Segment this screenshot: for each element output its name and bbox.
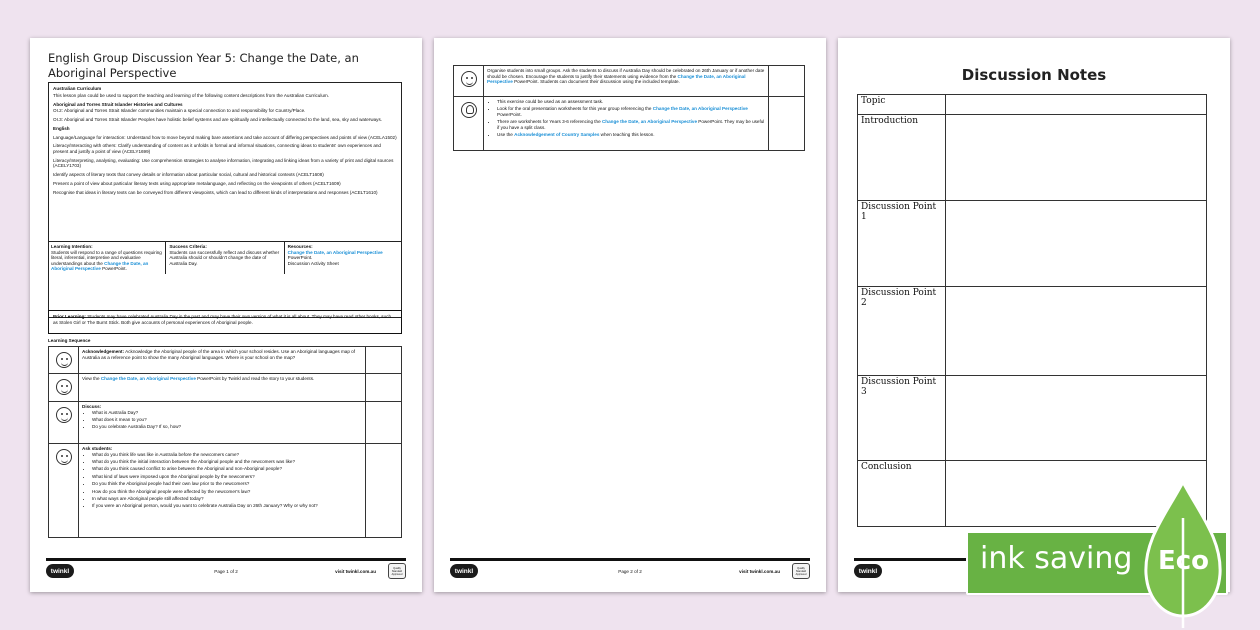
list-item [497, 119, 765, 130]
quality-badge-icon: Quality Standard Approved [792, 563, 810, 579]
page-number: Page 1 of 2 [214, 569, 238, 574]
curriculum-intro: This lesson plan could be used to support the teaching and learning of the following content descriptions from the Australian Curriculum. [53, 92, 330, 98]
discussion-notes-title: Discussion Notes [961, 66, 1107, 84]
curriculum-sub-heading: Aboriginal and Torres Strait Islander Histories and Cultures [53, 101, 183, 107]
notes-row-label: Topic [858, 95, 946, 115]
table-row [858, 376, 1207, 461]
tips-list [487, 99, 765, 138]
resources-tail: PowerPoint. [287, 255, 313, 261]
teacher-face-icon [56, 379, 72, 395]
lesson-plan-page-1 [30, 38, 422, 592]
lightbulb-icon [461, 102, 477, 118]
curriculum-e6: Recognise that ideas in literary texts can be conveyed from different viewpoints, which can lead to different kinds of interpretations and responses (ACELT1610) [53, 189, 378, 195]
tip-text: PowerPoint. [497, 111, 522, 117]
visit-link[interactable]: visit twinkl.com.au [739, 569, 780, 574]
list-item [497, 132, 765, 138]
list-item: • What kind of laws were imposed upon the Aboriginal people by the newcomers? [92, 474, 362, 480]
prior-learning-box [48, 310, 402, 334]
list-item: • Do you think the Aboriginal people had their own law prior to the newcomers? [92, 481, 362, 487]
resources-heading: Resources: [287, 244, 313, 249]
notes-row-label: Discussion Point 3 [858, 376, 946, 461]
discussion-notes-table [857, 94, 1207, 527]
curriculum-oi2: OI.2: Aboriginal and Torres Strait Islander communities maintain a special connection to and responsibility for Country/Place. [53, 108, 306, 114]
ink-saving-text: ink saving [980, 541, 1133, 576]
curriculum-e1: Language/Language for interaction: Understand how to move beyond making bare assertions and take account of differing perspectives and points of view (ACELA1502) [53, 134, 397, 140]
continued-sequence-table [453, 65, 805, 151]
notes-field[interactable] [946, 95, 1207, 115]
teacher-face-icon [56, 449, 72, 465]
curriculum-english: English [53, 125, 70, 131]
notes-field[interactable] [946, 201, 1207, 287]
tip-text: There are worksheets for Years 3-6 referencing the [497, 119, 601, 125]
notes-field[interactable] [946, 115, 1207, 201]
notes-field[interactable] [946, 287, 1207, 376]
acknowledgement-text: Acknowledge the Aboriginal people of the area in which your school resides. Use an Aboriginal languages map of Australia as a reference point to show the many Aboriginal languages. Where is your school on the map? [82, 349, 355, 360]
table-row [454, 66, 805, 97]
list-item: • What is Australia Day? [92, 410, 362, 416]
twinkl-logo: twinkl [46, 564, 74, 578]
tip-text: when teaching this lesson. [600, 132, 655, 138]
teacher-face-icon [56, 352, 72, 368]
lesson-plan-page-2 [434, 38, 826, 592]
table-row [858, 201, 1207, 287]
tip-text: Look for the oral presentation worksheets for this year group referencing the [497, 106, 652, 112]
curriculum-box [48, 82, 402, 318]
learning-intention-tail: PowerPoint. [102, 266, 127, 272]
ask-students-label: Ask students: [82, 446, 113, 451]
list-item: • Do you celebrate Australia Day? If so, how? [92, 424, 362, 430]
discuss-label: Discuss: [82, 404, 102, 409]
table-row [454, 97, 805, 151]
table-row [49, 402, 402, 444]
table-row [49, 347, 402, 374]
group-task-text-post: PowerPoint. Students can document their discussion using the included template. [514, 79, 680, 85]
group-task-text: Organise students into small groups. Ask the students to discuss if Australia Day should be celebrated on 26th January or if another date should be chosen. Encourage the students to justify their statements using evidence from the [487, 68, 765, 79]
teacher-face-icon [56, 407, 72, 423]
resources-powerpoint-link[interactable]: Change the Date, an Aboriginal Perspective [287, 249, 383, 255]
learning-intention-text: Students will respond to a range of questions requiring literal, inferential, interpretive and evaluative understandings about the [51, 249, 162, 266]
ask-students-list [82, 452, 362, 509]
list-item [497, 99, 765, 105]
list-item: • In what ways are Aboriginal people still affected today? [92, 496, 362, 502]
view-powerpoint-link[interactable]: Change the Date, an Aboriginal Perspective [100, 376, 196, 381]
page-number: Page 2 of 2 [618, 569, 642, 574]
view-text-pre: View the [82, 376, 100, 381]
notes-row-label: Introduction [858, 115, 946, 201]
curriculum-oi3: OI.3: Aboriginal and Torres Strait Islander Peoples have holistic belief systems and are spiritually and intellectually connected to the land, sea, sky and waterways. [53, 117, 383, 123]
acknowledgement-samples-link[interactable]: Acknowledgement of Country Samples [514, 132, 600, 138]
visit-link[interactable]: visit twinkl.com.au [335, 569, 376, 574]
list-item: • If you were an Aboriginal person, would you want to celebrate Australia Day on 26th January? Why or why not? [92, 503, 362, 509]
success-criteria-cell [166, 242, 284, 274]
tip-text: This exercise could be used as an assessment task. [497, 99, 604, 104]
list-item [497, 106, 765, 117]
notes-row-label: Discussion Point 2 [858, 287, 946, 376]
table-row [858, 95, 1207, 115]
curriculum-heading: Australian Curriculum [53, 86, 102, 91]
tip-powerpoint-link[interactable]: Change the Date, an Aboriginal Perspective [652, 106, 748, 112]
learning-sequence-label: Learning Sequence [48, 338, 91, 343]
list-item: • What do you think life was like in Australia before the newcomers came? [92, 452, 362, 458]
notes-row-label: Conclusion [858, 461, 946, 527]
learning-sequence-table [48, 346, 402, 538]
list-item: • What does it mean to you? [92, 417, 362, 423]
page-footer [450, 558, 810, 580]
curriculum-e3: Literacy/Interpreting, analysing, evaluating: Use comprehension strategies to analyse information, integrating and linking ideas from a variety of print and digital sources (ACELY1703) [53, 157, 394, 169]
resources-cell [285, 242, 402, 274]
prior-learning-text: Students may have celebrated Australia Day in the past and may have their own version of what it is all about. They may have read other books, such as Stolen Girl or The Burnt Stick. Both give accounts of personal experiences of Aboriginal people. [53, 314, 392, 325]
learning-intention-cell [48, 242, 166, 274]
list-item: • How do you think the Aboriginal people were affected by the newcomer's law? [92, 489, 362, 495]
acknowledgement-label: Acknowledgement: [82, 349, 125, 354]
curriculum-e4: Identify aspects of literary texts that convey details or information about particular social, cultural and historical contexts (ACELT1608) [53, 172, 324, 178]
discuss-list [82, 410, 362, 430]
table-row [49, 444, 402, 538]
eco-word: Eco [1158, 546, 1210, 576]
page-footer [46, 558, 406, 580]
tip-text: Use the [497, 132, 513, 138]
teacher-face-icon [461, 71, 477, 87]
table-row [858, 287, 1207, 376]
view-text-post: PowerPoint by Twinkl and read the story to your students. [197, 376, 315, 381]
prior-learning-label: Prior Learning: [53, 314, 86, 319]
powerpoint-link[interactable]: Change the Date, an Aboriginal Perspective [51, 260, 149, 272]
notes-row-label: Discussion Point 1 [858, 201, 946, 287]
tip-powerpoint-link[interactable]: Change the Date, an Aboriginal Perspective [601, 119, 697, 125]
curriculum-e5: Present a point of view about particular literary texts using appropriate metalanguage, and reflecting on the viewpoints of others (ACELT1609) [53, 181, 341, 186]
quality-badge-icon: Quality Standard Approved [388, 563, 406, 579]
group-task-powerpoint-link[interactable]: Change the Date, an Aboriginal Perspective [487, 73, 746, 85]
success-criteria-text: Students can successfully reflect and discuss whether Australia should or shouldn't change the date of Australia Day. [169, 249, 280, 266]
table-row [49, 374, 402, 402]
resources-sheet: Discussion Activity Sheet [287, 260, 339, 266]
success-criteria-heading: Success Criteria: [169, 244, 207, 249]
list-item: • What do you think caused conflict to arise between the Aboriginal and non-Aboriginal people? [92, 466, 362, 472]
list-item: • What do you think the initial interaction between the Aboriginal people and the newcomers was like? [92, 459, 362, 465]
curriculum-e2: Literacy/Interacting with others: Clarify understanding of content as it unfolds in formal and informal situations, connecting ideas to students' own experiences and present and justify a point of view (ACELY1699) [53, 143, 381, 155]
twinkl-logo: twinkl [854, 564, 882, 578]
tip-text: PowerPoint. They may be useful if you have a split class. [497, 119, 765, 130]
learning-intention-row [48, 241, 402, 274]
learning-intention-heading: Learning Intention: [51, 244, 93, 249]
table-row [858, 115, 1207, 201]
page-title: English Group Discussion Year 5: Change the Date, an Aboriginal Perspective [48, 51, 359, 80]
notes-field[interactable] [946, 376, 1207, 461]
twinkl-logo: twinkl [450, 564, 478, 578]
